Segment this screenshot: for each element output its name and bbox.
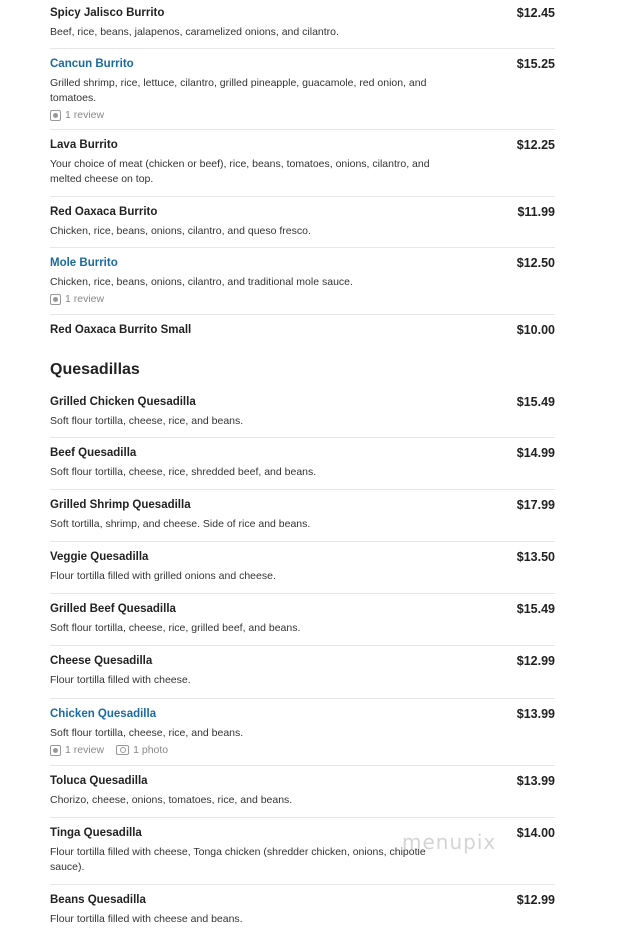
item-description: Soft flour tortilla, cheese, rice, and beans. [50,415,244,427]
item-price: $12.45 [516,6,555,20]
item-description: Chicken, rice, beans, onions, cilantro, and queso fresco. [50,225,311,237]
review-icon [50,294,61,305]
menu-item [50,490,555,542]
item-name: Red Oaxaca Burrito [50,206,158,218]
photo-link[interactable] [116,744,168,756]
item-price: $13.99 [516,707,555,721]
section-title-quesadillas: Quesadillas [50,361,140,378]
item-price: $15.25 [516,57,555,71]
review-icon [50,745,61,756]
item-name: Tinga Quesadilla [50,827,142,839]
item-description: Flour tortilla filled with cheese and beans. [50,913,243,925]
item-price: $12.50 [516,256,555,270]
item-name: Spicy Jalisco Burrito [50,7,165,19]
item-price: $17.99 [516,498,555,512]
item-name: Grilled Shrimp Quesadilla [50,499,191,511]
item-name-link[interactable]: Chicken Quesadilla [50,708,157,720]
item-description: Soft flour tortilla, cheese, rice, and beans. [50,727,244,739]
item-description: Grilled shrimp, rice, lettuce, cilantro, grilled pineapple, guacamole, red onion, and tomatoes. [50,77,427,104]
camera-icon [116,745,129,755]
menu-item [50,699,555,766]
item-price: $15.49 [516,602,555,616]
item-name: Cheese Quesadilla [50,655,153,667]
menu-item [50,542,555,594]
review-link[interactable] [50,293,104,305]
item-name: Veggie Quesadilla [50,551,149,563]
item-name: Beef Quesadilla [50,447,137,459]
review-icon [50,110,61,121]
menu-item [50,248,555,315]
item-description: Beef, rice, beans, jalapenos, caramelized onions, and cilantro. [50,26,339,38]
menu-item [50,49,555,130]
menu-item [50,594,555,646]
photo-count: 1 photo [133,744,169,756]
item-description: Chorizo, cheese, onions, tomatoes, rice, and beans. [50,794,293,806]
item-description: Soft flour tortilla, cheese, rice, shredded beef, and beans. [50,466,317,478]
item-price: $12.25 [516,138,555,152]
item-price: $11.99 [517,205,555,219]
item-name: Grilled Beef Quesadilla [50,603,176,615]
watermark-logo: menupix [402,830,497,854]
menu-item [50,130,555,197]
item-description: Your choice of meat (chicken or beef), rice, beans, tomatoes, onions, cilantro, and melted cheese on top. [50,158,430,185]
menu-item [50,646,555,699]
item-price: $12.99 [516,893,555,907]
item-description: Soft flour tortilla, cheese, rice, grilled beef, and beans. [50,622,301,634]
item-price: $15.49 [516,395,555,409]
item-description: Flour tortilla filled with cheese, Tonga chicken (shredder chicken, onions, chipotle sauce). [50,846,426,873]
item-price: $14.99 [516,446,555,460]
item-name: Toluca Quesadilla [50,775,148,787]
menu-item [50,395,555,438]
review-link[interactable] [50,109,104,121]
menu-item [50,438,555,490]
item-price: $14.00 [516,826,555,840]
item-description: Chicken, rice, beans, onions, cilantro, and traditional mole sauce. [50,276,353,288]
burrito-list [50,6,555,347]
review-count: 1 review [65,109,105,121]
item-name-link[interactable]: Cancun Burrito [50,58,134,70]
item-name: Beans Quesadilla [50,894,146,906]
menu-item [50,6,555,49]
item-name-link[interactable]: Mole Burrito [50,257,118,269]
item-name: Red Oaxaca Burrito Small [50,324,192,336]
item-price: $13.50 [516,550,555,564]
item-name: Grilled Chicken Quesadilla [50,396,196,408]
item-price: $13.99 [516,774,555,788]
item-price: $10.00 [516,323,555,337]
item-price: $12.99 [516,654,555,668]
menu-item [50,766,555,818]
item-description: Flour tortilla filled with cheese. [50,674,191,686]
menu-item [50,315,555,347]
item-description: Soft tortilla, shrimp, and cheese. Side of rice and beans. [50,518,311,530]
item-name: Lava Burrito [50,139,118,151]
review-link[interactable] [50,744,104,756]
item-description: Flour tortilla filled with grilled onions and cheese. [50,570,276,582]
review-count: 1 review [65,293,105,305]
review-count: 1 review [65,744,105,756]
menu-item [50,197,555,248]
